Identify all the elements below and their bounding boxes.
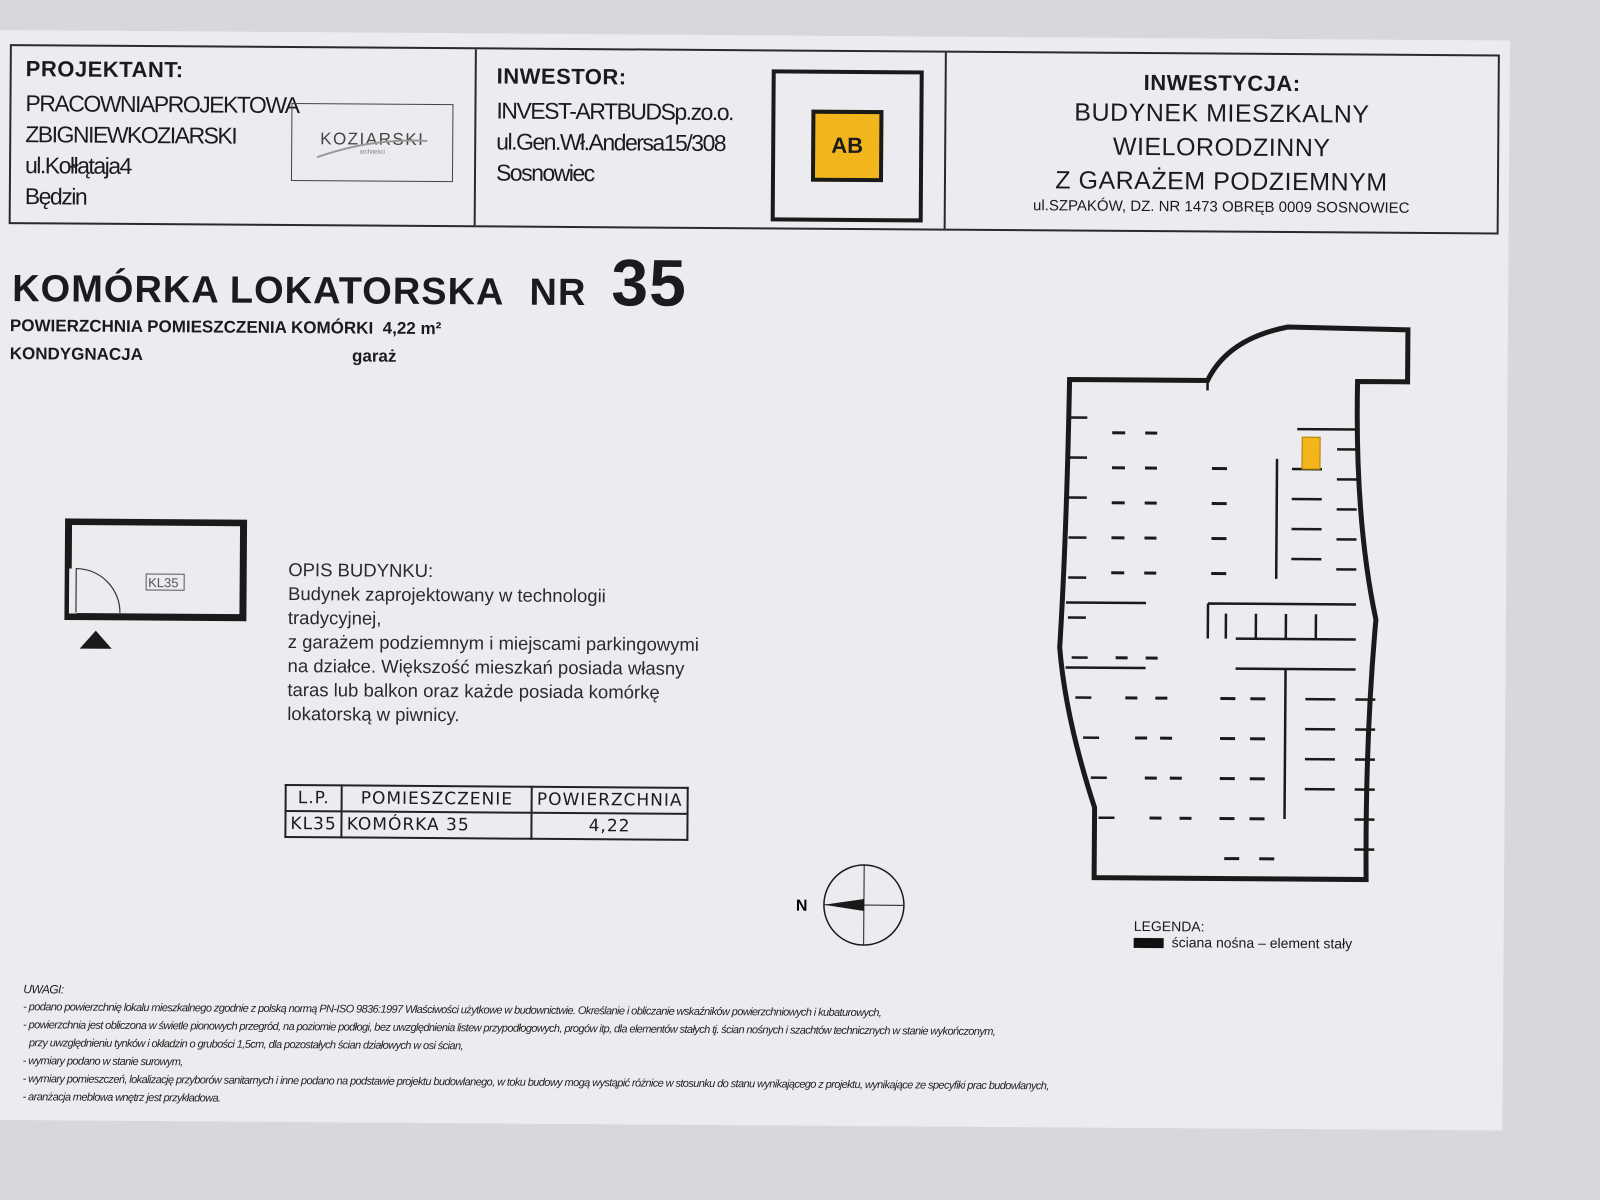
- notes-title: UWAGI:: [23, 982, 64, 997]
- legend: [1134, 918, 1353, 952]
- load-bearing-wall-swatch: [1134, 938, 1164, 948]
- designer-label: PROJEKTANT:: [25, 56, 184, 83]
- designer-line: Będzin: [24, 183, 87, 210]
- designer-address: [25, 88, 299, 214]
- designer-line: ul.Kołłątaja4: [24, 152, 131, 179]
- investment-address: ul.SZPAKÓW, DZ. NR 1473 OBRĘB 0009 SOSNOWIEC: [1032, 197, 1410, 217]
- table-cell: KOMÓRKA 35: [342, 811, 532, 838]
- legend-item-label: ściana nośna – element stały: [1171, 934, 1353, 952]
- notes-line: - wymiary podano w stanie surowym,: [22, 1055, 183, 1069]
- designer-cell: [11, 46, 477, 225]
- description-line: lokatorską w piwnicy.: [287, 703, 460, 726]
- investor-line: Sosnowiec: [495, 159, 594, 187]
- ab-logo-frame: [771, 69, 924, 222]
- table-header: POWIERZCHNIA: [532, 787, 688, 814]
- table-header: POMIESZCZENIE: [342, 785, 532, 812]
- area-row: [10, 316, 441, 339]
- investment-label: INWESTYCJA:: [1143, 69, 1301, 97]
- legend-title: LEGENDA:: [1133, 917, 1205, 935]
- room-plan-label: KL35: [148, 575, 179, 591]
- storage-unit-highlight: [1302, 437, 1320, 469]
- page-title: [12, 240, 687, 321]
- description-line: Budynek zaprojektowany w technologii: [287, 583, 606, 607]
- floor-row: [10, 344, 397, 367]
- investment-cell: [946, 53, 1498, 233]
- investment-line: WIELORODZINNY: [1112, 132, 1331, 163]
- logo-swoosh-icon: [312, 132, 432, 163]
- notes-line: - podano powierzchnię lokalu mieszkalnego zgodnie z polską normą PN-ISO 9836:1997 Właściwości użytkowe w budownictwie. Określanie i obliczanie wskaźników powierzchniowych i kubaturowych,: [23, 1001, 882, 1020]
- table-cell: KL35: [285, 811, 341, 837]
- investment-line: BUDYNEK MIESZKALNY: [1074, 98, 1370, 129]
- table-cell: 4,22: [532, 813, 688, 840]
- notes-line: - aranżacja meblowa wnętrz jest przykładowa.: [22, 1091, 221, 1105]
- building-description: [287, 558, 728, 729]
- investor-line: ul.Gen.Wł.Andersa15/308: [496, 128, 726, 157]
- area-value: 4,22 m²: [382, 318, 442, 339]
- title-block: [9, 44, 1500, 234]
- floor-label: KONDYGNACJA: [9, 344, 143, 365]
- title-text: KOMÓRKA LOKATORSKA: [12, 268, 505, 314]
- area-table: [284, 784, 688, 841]
- floor-plan-map: [1054, 317, 1418, 889]
- notes: [22, 980, 1049, 1113]
- designer-line: PRACOWNIAPROJEKTOWA: [25, 90, 299, 119]
- legend-item: [1134, 934, 1353, 952]
- logo-text: KOZIARSKI: [320, 129, 425, 149]
- notes-line: przy uwzględnieniu tynków i okładzin o grubości 1,5cm, dla pozostałych ścian działowych w osi ścian,: [28, 1037, 463, 1053]
- investment-line: Z GARAŻEM PODZIEMNYM: [1055, 166, 1388, 197]
- investor-cell: [476, 49, 947, 228]
- north-arrow-icon: [824, 899, 864, 911]
- logo-subtext: architekci: [359, 149, 385, 156]
- table-row: [285, 811, 687, 840]
- compass: [794, 861, 915, 952]
- designer-line: ZBIGNIEWKOZIARSKI: [25, 121, 237, 149]
- notes-line: - wymiary pomieszczeń, lokalizację przyborów sanitarnych i inne podano na podstawie projektu budowlanego, w toku budowy mogą wystąpić różnice w stosunku do stanu wynikającego z projektu, wynikające ze specyfiki prac budowlanych,: [22, 1073, 1049, 1093]
- investor-address: [496, 95, 733, 190]
- koziarski-logo: [291, 103, 454, 182]
- investor-label: INWESTOR:: [496, 63, 627, 90]
- compass-label: N: [795, 897, 808, 915]
- description-line: na działce. Większość mieszkań posiada własny: [287, 655, 685, 679]
- ab-logo: AB: [811, 110, 884, 183]
- description-line: z garażem podziemnym i miejscami parkingowymi: [287, 631, 700, 655]
- table-header-row: [286, 785, 688, 814]
- floor-value: garaż: [351, 346, 397, 366]
- storage-room-plan: [56, 518, 257, 659]
- area-label: POWIERZCHNIA POMIESZCZENIA KOMÓRKI: [9, 316, 374, 338]
- entrance-arrow-icon: [80, 631, 112, 649]
- description-heading: OPIS BUDYNKU:: [288, 559, 434, 582]
- description-line: tradycyjnej,: [287, 607, 382, 629]
- notes-line: - powierzchnia jest obliczona w świetle pionowych przegród, na poziomie podłogi, bez uwzględnienia listew przypodłogowych, progów itp, dla elementów stałych tj. ścian nośnych i szachtów technicznych w stanie wykończonym,: [23, 1019, 996, 1038]
- table-header: L.P.: [286, 785, 342, 811]
- title-number: 35: [611, 245, 688, 320]
- investor-line: INVEST-ARTBUDSp.zo.o.: [496, 97, 734, 126]
- title-nr: NR: [529, 271, 587, 315]
- document-sheet: [0, 30, 1510, 1131]
- description-line: taras lub balkon oraz każde posiada komórkę: [287, 679, 660, 703]
